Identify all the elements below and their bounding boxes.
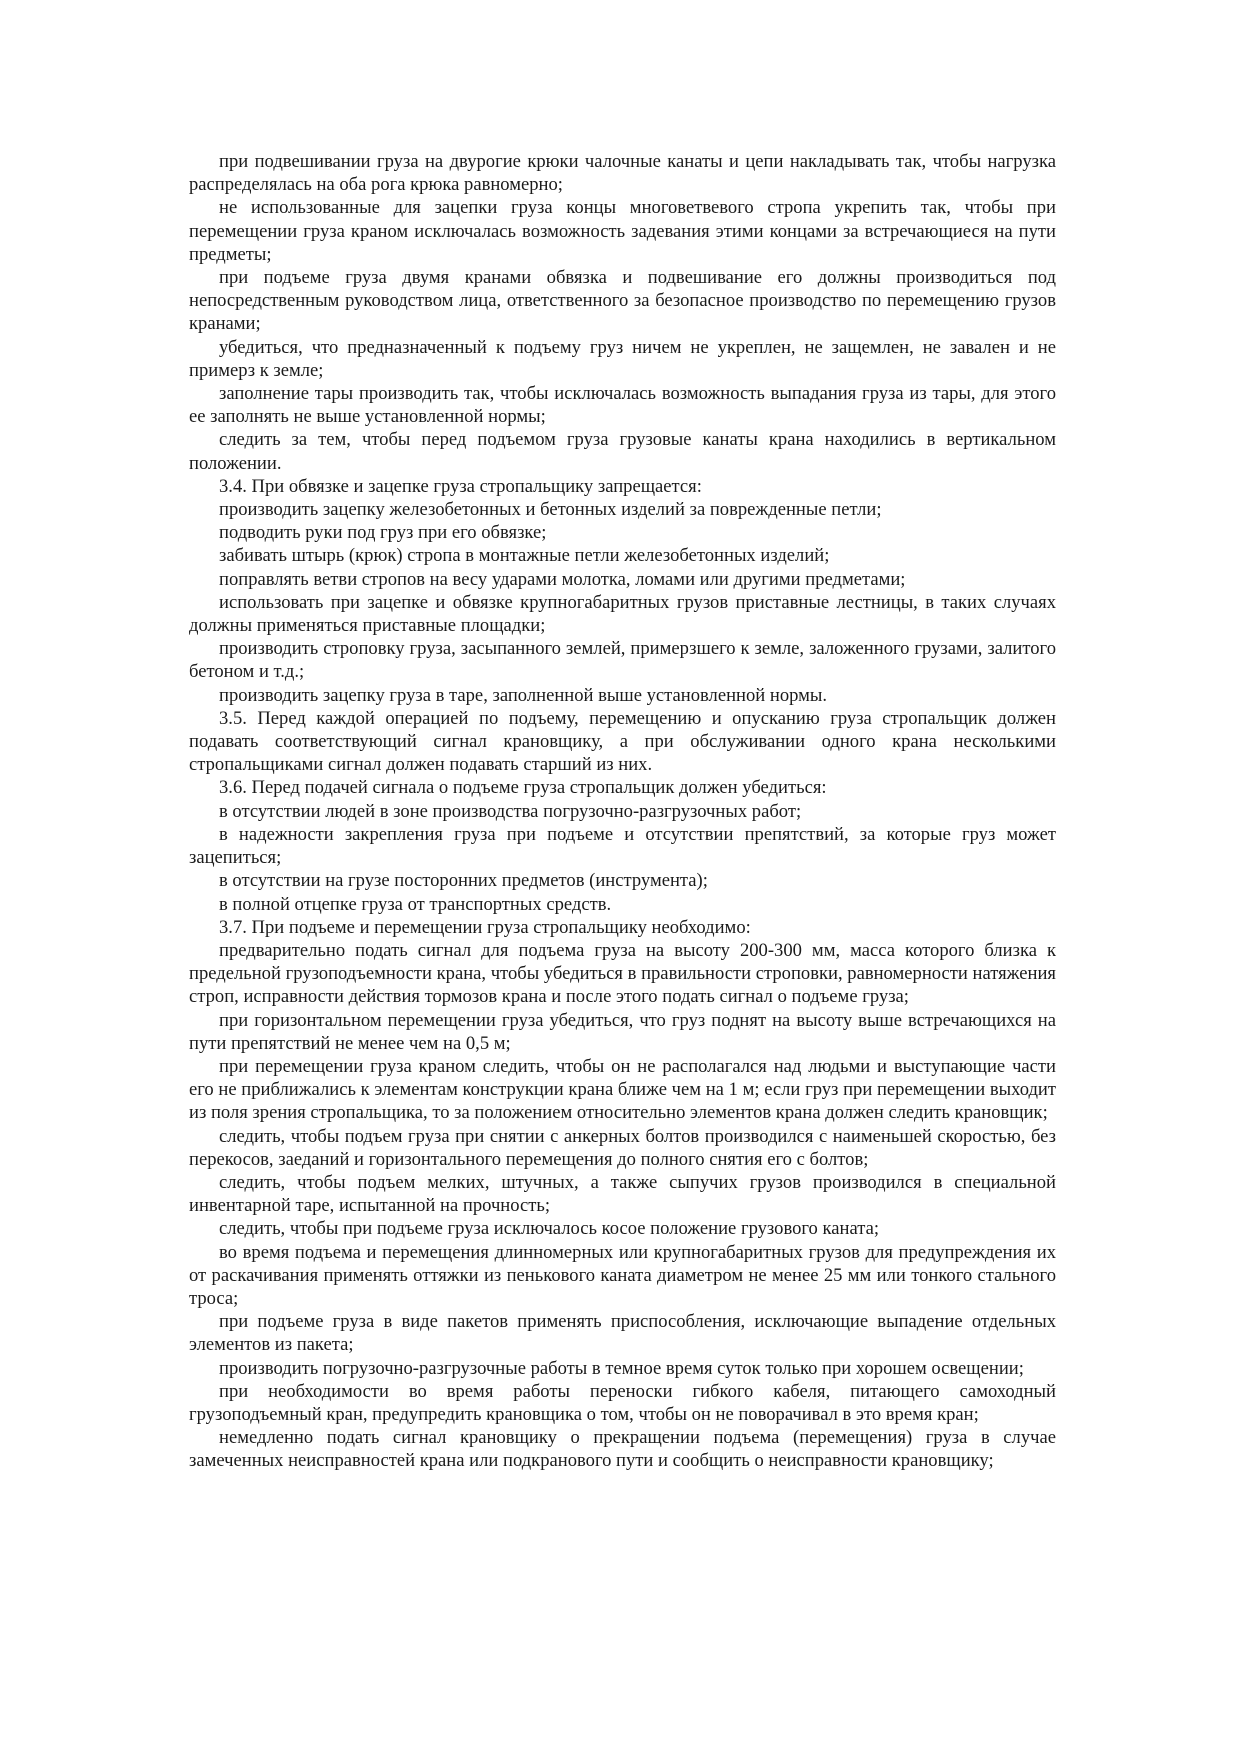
paragraph: подводить руки под груз при его обвязке; [219,522,547,544]
section-heading: 3.5. Перед каждой операцией по подъему, перемещению и опусканию груза стропальщик должен подавать соответствующий сигнал крановщику, а при обслуживании одного крана несколькими стропальщиками сигнал должен подавать старший из них. [189,707,1056,776]
paragraph: следить, чтобы подъем мелких, штучных, а также сыпучих грузов производился в специальной инвентарной таре, испытанной на прочность; [189,1171,1056,1217]
paragraph: при горизонтальном перемещении груза убедиться, что груз поднят на высоту выше встречающихся на пути препятствий не менее чем на 0,5 м; [189,1009,1056,1054]
paragraph: использовать при зацепке и обвязке крупногабаритных грузов приставные лестницы, в таких случаях должны применяться приставные площадки; [189,591,1056,637]
paragraph: немедленно подать сигнал крановщику о прекращении подъема (перемещения) груза в случае замеченных неисправностей крана или подкранового пути и сообщить о неисправности крановщику; [189,1427,1056,1472]
paragraph: следить, чтобы подъем груза при снятии с анкерных болтов производился с наименьшей скоростью, без перекосов, заеданий и горизонтального перемещения до полного снятия его с болтов; [189,1125,1056,1170]
paragraph: в отсутствии людей в зоне производства погрузочно-разгрузочных работ; [219,800,802,822]
document-page [189,150,1056,1473]
paragraph: во время подъема и перемещения длинномерных или крупногабаритных грузов для предупреждения их от раскачивания применять оттяжки из пенькового каната диаметром не менее 25 мм или тонкого стального троса; [189,1241,1056,1309]
paragraph: не использованные для зацепки груза концы многоветвевого стропа укрепить так, чтобы при перемещении груза краном исключалась возможность задевания этими концами за встречающиеся на пути предметы; [189,197,1056,265]
paragraph: убедиться, что предназначенный к подъему груз ничем не укреплен, не защемлен, не завален и не примерз к земле; [189,336,1056,381]
paragraph: поправлять ветви стропов на весу ударами молотка, ломами или другими предметами; [219,568,906,590]
paragraph: в отсутствии на грузе посторонних предметов (инструмента); [219,870,708,892]
paragraph: при перемещении груза краном следить, чтобы он не располагался над людьми и выступающие части его не приближались к элементам конструкции крана ближе чем на 1 м; если груз при перемещении выходит из поля зрения стропальщика, то за положением относительно элементов крана должен следить крановщик; [189,1055,1056,1124]
section-heading: 3.4. При обвязке и зацепке груза стропальщику запрещается: [219,475,702,497]
paragraph: при подвешивании груза на двурогие крюки чалочные канаты и цепи накладывать так, чтобы нагрузка распределялась на оба рога крюка равномерно; [189,151,1056,196]
paragraph: производить зацепку груза в таре, заполненной выше установленной нормы. [219,684,828,706]
section-heading: 3.6. Перед подачей сигнала о подъеме груза стропальщик должен убедиться: [219,777,827,799]
paragraph: забивать штырь (крюк) стропа в монтажные петли железобетонных изделий; [219,545,830,567]
section-heading: 3.7. При подъеме и перемещении груза стропальщику необходимо: [219,916,751,938]
paragraph: при необходимости во время работы переноски гибкого кабеля, питающего самоходный грузоподъемный кран, предупредить крановщика о том, чтобы он не поворачивал в это время кран; [189,1380,1056,1425]
paragraph: следить, чтобы при подъеме груза исключалось косое положение грузового каната; [219,1218,880,1240]
paragraph: при подъеме груза в виде пакетов применять приспособления, исключающие выпадение отдельных элементов из пакета; [189,1311,1056,1356]
paragraph: предварительно подать сигнал для подъема груза на высоту 200-300 мм, масса которого близка к предельной грузоподъемности крана, чтобы убедиться в правильности строповки, равномерности натяжения строп, исправности действия тормозов крана и после этого подать сигнал о подъеме груза; [189,939,1056,1008]
paragraph: производить погрузочно-разгрузочные работы в темное время суток только при хорошем освещении; [219,1357,1024,1379]
paragraph: заполнение тары производить так, чтобы исключалась возможность выпадания груза из тары, для этого ее заполнять не выше установленной нормы; [189,383,1056,428]
paragraph: производить строповку груза, засыпанного землей, примерзшего к земле, заложенного грузами, залитого бетоном и т.д.; [189,638,1056,683]
paragraph: в полной отцепке груза от транспортных средств. [219,893,612,915]
paragraph: в надежности закрепления груза при подъеме и отсутствии препятствий, за которые груз может зацепиться; [189,823,1056,869]
paragraph: следить за тем, чтобы перед подъемом груза грузовые канаты крана находились в вертикальном положении. [189,429,1056,474]
paragraph: производить зацепку железобетонных и бетонных изделий за поврежденные петли; [219,499,882,521]
paragraph: при подъеме груза двумя кранами обвязка и подвешивание его должны производиться под непосредственным руководством лица, ответственного за безопасное производство по перемещению грузов кранами; [189,267,1056,335]
